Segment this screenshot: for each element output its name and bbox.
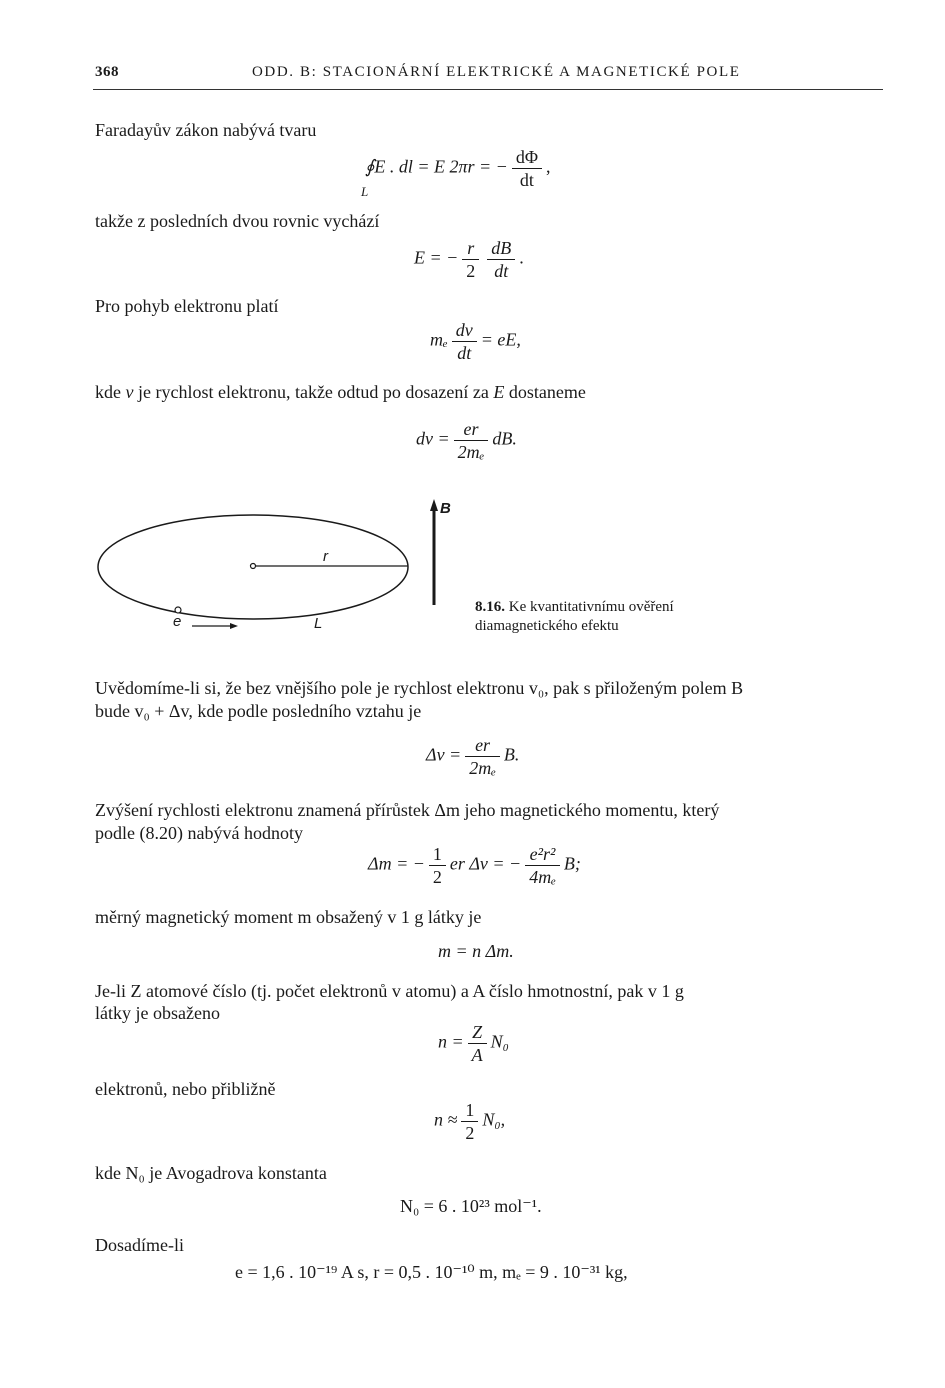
n-rhs: N₀ xyxy=(490,1031,509,1052)
delta-v-lhs: Δv = xyxy=(426,744,462,765)
equation-E xyxy=(414,237,524,282)
n-lhs: n = xyxy=(438,1031,464,1052)
fraction-numerator: r xyxy=(462,237,479,260)
figure-caption xyxy=(475,598,674,636)
n-approx-rhs: N₀, xyxy=(482,1109,506,1130)
fraction-numerator: dΦ xyxy=(512,146,542,169)
delta-v-rhs: B. xyxy=(503,744,520,765)
fraction-dv-dt xyxy=(452,319,477,364)
paragraph-increase-line2: podle (8.20) nabývá hodnoty xyxy=(95,823,303,843)
fraction-er-2me xyxy=(465,734,500,779)
fraction-r-2 xyxy=(462,237,479,282)
paragraph-faraday-intro: Faradayův zákon nabývá tvaru xyxy=(95,120,317,140)
fraction-numerator: er xyxy=(454,418,489,441)
symbol-E: E xyxy=(493,382,505,402)
fraction-denominator: 2 xyxy=(465,1123,475,1143)
contour-label-L: L xyxy=(361,184,369,199)
label-r: r xyxy=(323,548,328,565)
label-L: L xyxy=(314,615,323,632)
paragraph-specific-moment: měrný magnetický moment m obsažený v 1 g látky je xyxy=(95,907,482,927)
paragraph-increase-line1: Zvýšení rychlosti elektronu znamená přírůstek Δm jeho magnetického momentu, který xyxy=(95,800,720,820)
fraction-numerator: dB xyxy=(487,237,515,260)
dv-lhs: dv = xyxy=(416,428,450,449)
paragraph-realize-line1: Uvědomíme-li si, že bez vnějšího pole je rychlost elektronu v₀, pak s přiloženým polem B xyxy=(95,678,744,698)
fraction-dB-dt xyxy=(487,237,515,282)
paragraph-atomic-line2: látky je obsaženo xyxy=(95,1003,220,1023)
fraction-denominator: 4mₑ xyxy=(529,867,556,887)
paragraph-atomic-line1: Je-li Z atomové číslo (tj. počet elektronů v atomu) a A číslo hmotnostní, pak v 1 g xyxy=(95,981,684,1001)
equation-avogadro: N₀ = 6 . 10²³ mol⁻¹. xyxy=(400,1196,542,1216)
fraction-numerator: dv xyxy=(452,319,477,342)
paragraph-substitute: Dosadíme-li xyxy=(95,1235,184,1255)
label-B: B xyxy=(440,500,451,517)
e-lhs: E = − xyxy=(414,247,459,268)
e-tail: . xyxy=(519,247,524,268)
fraction-dphi-dt xyxy=(512,146,542,191)
page-number: 368 xyxy=(95,64,119,80)
caption-number: 8.16. xyxy=(475,599,505,615)
faraday-lhs: ∮E . dl = E 2πr = − xyxy=(365,156,508,177)
equation-values: e = 1,6 . 10⁻¹⁹ A s, r = 0,5 . 10⁻¹⁰ m, mₑ = 9 . 10⁻³¹ kg, xyxy=(235,1262,628,1282)
fraction-1-2 xyxy=(429,843,446,888)
fraction-e2r2-4me xyxy=(525,843,560,888)
fraction-denominator: A xyxy=(471,1045,483,1065)
faraday-tail: , xyxy=(546,156,551,177)
delta-m-rhs: B; xyxy=(563,853,581,874)
paragraph-motion: Pro pohyb elektronu platí xyxy=(95,296,279,316)
label-e: e xyxy=(173,613,182,630)
delta-m-lhs: Δm = − xyxy=(368,853,425,874)
equation-dv xyxy=(416,418,517,463)
paragraph-velocity xyxy=(95,380,586,404)
paragraph-realize-line2: bude v₀ + Δv, kde podle posledního vztahu je xyxy=(95,701,422,721)
fraction-denominator: 2mₑ xyxy=(457,442,485,462)
fraction-denominator: 2 xyxy=(466,261,476,281)
fraction-numerator: er xyxy=(465,734,500,757)
text-run: dostaneme xyxy=(504,382,586,402)
paragraph-so-that: takže z posledních dvou rovnic vychází xyxy=(95,211,380,231)
equation-delta-m xyxy=(368,843,581,888)
equation-n-approx xyxy=(434,1099,505,1144)
fraction-numerator: e²r² xyxy=(525,843,560,866)
symbol-v: v xyxy=(125,382,134,402)
fraction-denominator: dt xyxy=(519,170,534,190)
equation-m: m = n Δm. xyxy=(438,941,514,961)
caption-line: Ke kvantitativnímu ověření xyxy=(508,599,674,615)
header-rule xyxy=(93,89,883,90)
delta-m-mid: er Δv = − xyxy=(449,853,522,874)
fraction-Z-A xyxy=(468,1021,487,1066)
paragraph-avogadro: kde N₀ je Avogadrova konstanta xyxy=(95,1163,327,1183)
fraction-denominator: 2mₑ xyxy=(469,758,496,778)
equation-n xyxy=(438,1021,509,1066)
fraction-numerator: 1 xyxy=(461,1099,478,1122)
motion-rhs: = eE, xyxy=(480,329,521,350)
text-run: je rychlost elektronu, takže odtud po dosazení za xyxy=(133,382,494,402)
equation-delta-v xyxy=(426,734,519,779)
fraction-numerator: 1 xyxy=(429,843,446,866)
motion-lhs: mₑ xyxy=(430,329,448,350)
paragraph-approx: elektronů, nebo přibližně xyxy=(95,1079,276,1099)
fraction-denominator: dt xyxy=(457,343,472,363)
n-approx-lhs: n ≈ xyxy=(434,1109,458,1130)
fraction-er-2me xyxy=(454,418,489,463)
dv-rhs: dB. xyxy=(492,428,517,449)
fraction-1-2 xyxy=(461,1099,478,1144)
equation-motion xyxy=(430,319,521,364)
running-title: ODD. B: STACIONÁRNÍ ELEKTRICKÉ A MAGNETICKÉ POLE xyxy=(252,64,741,80)
figure-electron-orbit xyxy=(90,495,480,645)
equation-faraday xyxy=(365,146,551,191)
fraction-denominator: dt xyxy=(494,261,509,281)
fraction-denominator: 2 xyxy=(432,867,442,887)
arrow-head xyxy=(230,623,238,629)
caption-line: diamagnetického efektu xyxy=(475,618,619,634)
fraction-numerator: Z xyxy=(468,1021,487,1044)
orbit-center xyxy=(251,564,256,569)
text-run: kde xyxy=(95,382,126,402)
